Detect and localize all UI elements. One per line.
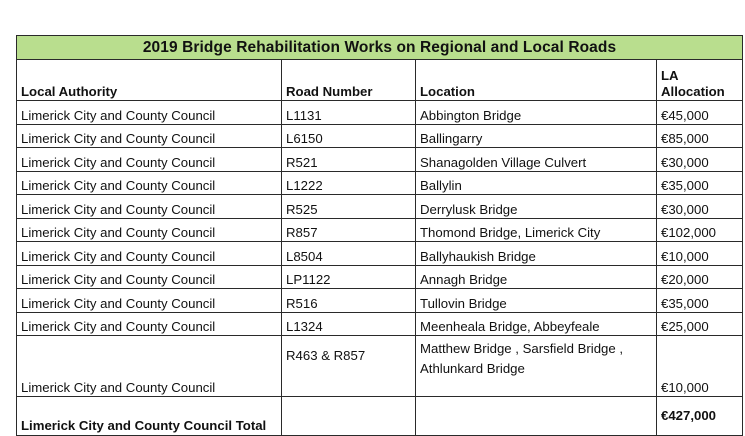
cell-road: L6150: [282, 124, 416, 148]
cell-allocation: €25,000: [657, 312, 743, 336]
header-local-authority: Local Authority: [17, 60, 282, 101]
cell-location: Matthew Bridge , Sarsfield Bridge , Athlunkard Bridge: [416, 336, 657, 397]
table-row: [17, 171, 743, 195]
cell-location: Ballyhaukish Bridge: [416, 242, 657, 266]
table-row: [17, 289, 743, 313]
cell-allocation: €10,000: [657, 336, 743, 397]
cell-location: Tullovin Bridge: [416, 289, 657, 313]
cell-location: Derrylusk Bridge: [416, 195, 657, 219]
header-la-allocation: LA Allocation: [657, 60, 743, 101]
total-row: [17, 397, 743, 436]
cell-allocation: €35,000: [657, 171, 743, 195]
cell-road: R857: [282, 218, 416, 242]
cell-road: LP1122: [282, 265, 416, 289]
table-row: [17, 148, 743, 172]
cell-road: R521: [282, 148, 416, 172]
allocation-table: [16, 35, 743, 436]
cell-authority: Limerick City and County Council: [17, 148, 282, 172]
total-road-empty: [282, 397, 416, 436]
cell-road: R463 & R857: [282, 336, 416, 397]
total-location-empty: [416, 397, 657, 436]
cell-allocation: €45,000: [657, 101, 743, 125]
table-row: [17, 101, 743, 125]
total-allocation: €427,000: [657, 397, 743, 436]
total-label: Limerick City and County Council Total: [17, 397, 282, 436]
cell-authority: Limerick City and County Council: [17, 124, 282, 148]
cell-location: Ballingarry: [416, 124, 657, 148]
table-row: [17, 195, 743, 219]
cell-road: L1131: [282, 101, 416, 125]
allocation-table-container: [16, 35, 742, 436]
cell-location: Meenheala Bridge, Abbeyfeale: [416, 312, 657, 336]
cell-allocation: €35,000: [657, 289, 743, 313]
cell-authority: Limerick City and County Council: [17, 195, 282, 219]
table-row: [17, 124, 743, 148]
table-title: 2019 Bridge Rehabilitation Works on Regional and Local Roads: [17, 36, 743, 60]
cell-road: L8504: [282, 242, 416, 266]
table-row: [17, 242, 743, 266]
cell-road: L1324: [282, 312, 416, 336]
cell-authority: Limerick City and County Council: [17, 265, 282, 289]
cell-authority: Limerick City and County Council: [17, 312, 282, 336]
cell-location: Ballylin: [416, 171, 657, 195]
cell-authority: Limerick City and County Council: [17, 289, 282, 313]
cell-allocation: €30,000: [657, 195, 743, 219]
cell-authority: Limerick City and County Council: [17, 171, 282, 195]
header-row: [17, 60, 743, 101]
cell-allocation: €102,000: [657, 218, 743, 242]
header-road-number: Road Number: [282, 60, 416, 101]
cell-allocation: €10,000: [657, 242, 743, 266]
table-row: [17, 336, 743, 397]
cell-allocation: €30,000: [657, 148, 743, 172]
table-row: [17, 312, 743, 336]
cell-authority: Limerick City and County Council: [17, 101, 282, 125]
cell-authority: Limerick City and County Council: [17, 242, 282, 266]
cell-allocation: €85,000: [657, 124, 743, 148]
table-row: [17, 218, 743, 242]
cell-authority: Limerick City and County Council: [17, 336, 282, 397]
cell-location: Abbington Bridge: [416, 101, 657, 125]
header-location: Location: [416, 60, 657, 101]
cell-location: Annagh Bridge: [416, 265, 657, 289]
title-row: [17, 36, 743, 60]
cell-road: R525: [282, 195, 416, 219]
cell-road: L1222: [282, 171, 416, 195]
table-row: [17, 265, 743, 289]
cell-location: Shanagolden Village Culvert: [416, 148, 657, 172]
cell-road: R516: [282, 289, 416, 313]
cell-authority: Limerick City and County Council: [17, 218, 282, 242]
cell-allocation: €20,000: [657, 265, 743, 289]
cell-location: Thomond Bridge, Limerick City: [416, 218, 657, 242]
